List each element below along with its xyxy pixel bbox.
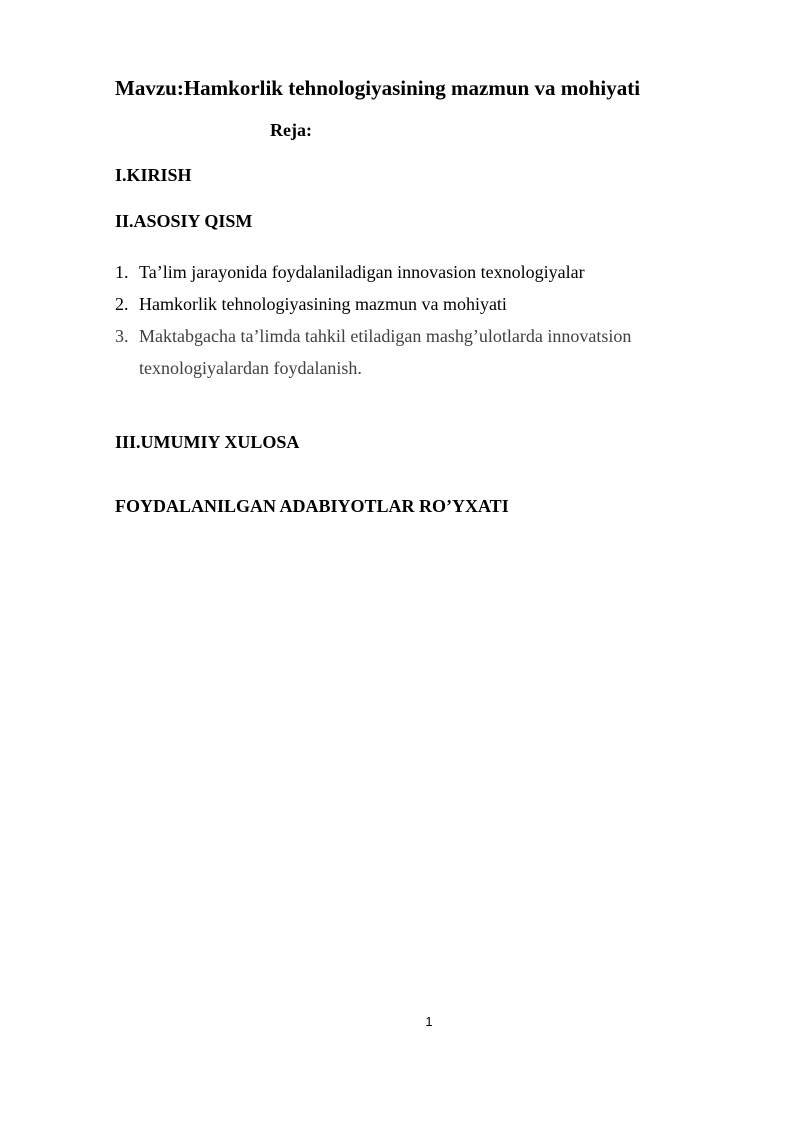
list-item-text: Hamkorlik tehnologiyasining mazmun va mohiyati xyxy=(139,294,507,314)
plan-heading: Reja: xyxy=(270,120,312,140)
list-item-number: 3. xyxy=(115,326,129,346)
list-item-number: 2. xyxy=(115,294,129,314)
section-intro: I.KIRISH xyxy=(115,165,192,185)
list-item xyxy=(115,256,715,288)
section-conclusion: III.UMUMIY XULOSA xyxy=(115,432,300,452)
list-item-text: Maktabgacha ta’limda tahkil etiladigan mashg’ulotlarda innovatsion texnologiyalardan foydalanish. xyxy=(139,326,632,378)
section-main: II.ASOSIY QISM xyxy=(115,211,253,231)
list-item-text: Ta’lim jarayonida foydalaniladigan innovasion texnologiyalar xyxy=(139,262,585,282)
page-number: 1 xyxy=(425,1014,433,1029)
section-references: FOYDALANILGAN ADABIYOTLAR RO’YXATI xyxy=(115,496,509,516)
main-section-list xyxy=(115,256,715,384)
document-title: Mavzu:Hamkorlik tehnologiyasining mazmun va mohiyati xyxy=(115,76,641,100)
list-item-number: 1. xyxy=(115,262,129,282)
list-item xyxy=(115,320,715,384)
list-item xyxy=(115,288,715,320)
